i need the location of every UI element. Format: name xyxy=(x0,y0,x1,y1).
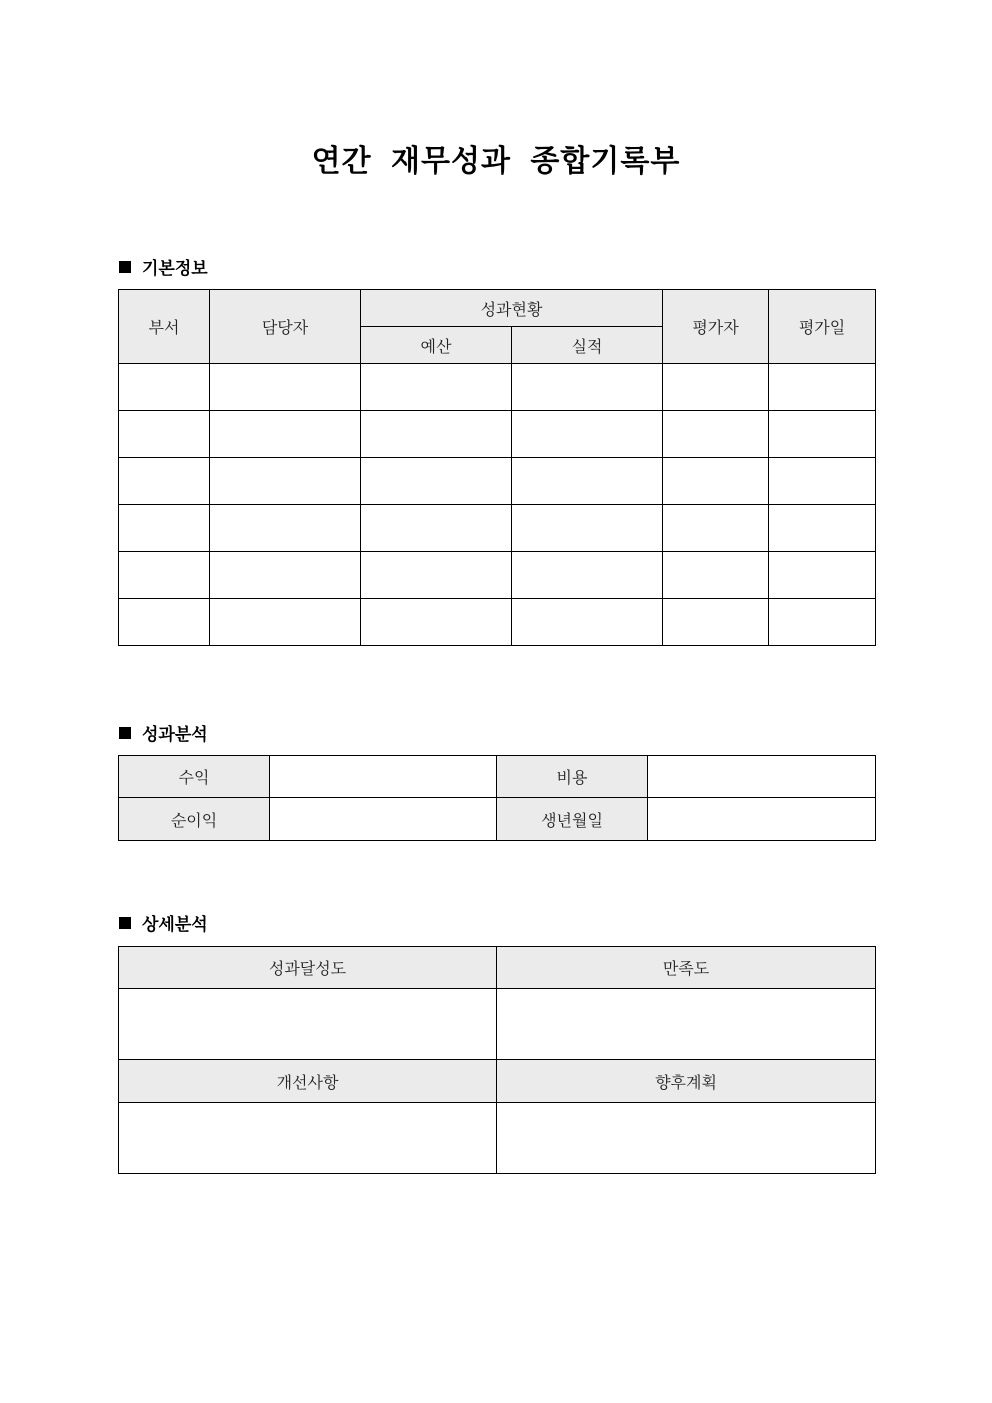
cell-evaluator[interactable] xyxy=(663,552,769,599)
header-evaluator: 평가자 xyxy=(663,290,769,364)
performance-analysis-table xyxy=(118,755,876,841)
basic-info-table xyxy=(118,289,876,646)
value-future-plan[interactable] xyxy=(497,1103,876,1174)
table-row xyxy=(119,458,876,505)
header-budget: 예산 xyxy=(361,327,512,364)
section-heading-label: 성과분석 xyxy=(142,725,208,745)
label-net-profit: 순이익 xyxy=(119,798,270,841)
cell-actual[interactable] xyxy=(512,599,663,646)
cell-manager[interactable] xyxy=(210,599,361,646)
cell-actual[interactable] xyxy=(512,364,663,411)
label-future-plan: 향후계획 xyxy=(497,1060,876,1103)
cell-eval-date[interactable] xyxy=(769,411,876,458)
header-manager: 담당자 xyxy=(210,290,361,364)
label-satisfaction: 만족도 xyxy=(497,947,876,989)
cell-actual[interactable] xyxy=(512,552,663,599)
cell-eval-date[interactable] xyxy=(769,599,876,646)
cell-evaluator[interactable] xyxy=(663,364,769,411)
header-eval-date: 평가일 xyxy=(769,290,876,364)
section-heading-label: 기본정보 xyxy=(142,259,208,279)
value-improvements[interactable] xyxy=(119,1103,497,1174)
cell-budget[interactable] xyxy=(361,411,512,458)
section-heading-basic-info xyxy=(119,254,208,279)
value-net-profit[interactable] xyxy=(270,798,497,841)
table-row xyxy=(119,364,876,411)
cell-eval-date[interactable] xyxy=(769,552,876,599)
value-achievement[interactable] xyxy=(119,989,497,1060)
cell-evaluator[interactable] xyxy=(663,505,769,552)
cell-budget[interactable] xyxy=(361,458,512,505)
cell-budget[interactable] xyxy=(361,599,512,646)
cell-eval-date[interactable] xyxy=(769,458,876,505)
label-achievement: 성과달성도 xyxy=(119,947,497,989)
table-row xyxy=(119,411,876,458)
cell-department[interactable] xyxy=(119,411,210,458)
cell-evaluator[interactable] xyxy=(663,458,769,505)
detail-analysis-table xyxy=(118,946,876,1174)
cell-actual[interactable] xyxy=(512,505,663,552)
cell-actual[interactable] xyxy=(512,458,663,505)
value-birth-date[interactable] xyxy=(648,798,876,841)
table-row xyxy=(119,599,876,646)
section-heading-performance-analysis xyxy=(119,720,208,745)
value-satisfaction[interactable] xyxy=(497,989,876,1060)
label-improvements: 개선사항 xyxy=(119,1060,497,1103)
table-row xyxy=(119,505,876,552)
cell-department[interactable] xyxy=(119,552,210,599)
cell-budget[interactable] xyxy=(361,364,512,411)
cell-department[interactable] xyxy=(119,505,210,552)
cell-evaluator[interactable] xyxy=(663,411,769,458)
cell-budget[interactable] xyxy=(361,505,512,552)
cell-evaluator[interactable] xyxy=(663,599,769,646)
cell-eval-date[interactable] xyxy=(769,364,876,411)
label-cost: 비용 xyxy=(497,756,648,798)
square-bullet-icon xyxy=(119,727,131,739)
section-heading-label: 상세분석 xyxy=(142,915,208,935)
header-performance-status: 성과현황 xyxy=(361,290,663,327)
cell-department[interactable] xyxy=(119,599,210,646)
value-revenue[interactable] xyxy=(270,756,497,798)
section-heading-detail-analysis xyxy=(119,910,208,935)
cell-budget[interactable] xyxy=(361,552,512,599)
square-bullet-icon xyxy=(119,261,131,273)
cell-manager[interactable] xyxy=(210,552,361,599)
square-bullet-icon xyxy=(119,917,131,929)
value-cost[interactable] xyxy=(648,756,876,798)
cell-department[interactable] xyxy=(119,458,210,505)
cell-department[interactable] xyxy=(119,364,210,411)
table-row xyxy=(119,552,876,599)
page-title: 연간 재무성과 종합기록부 xyxy=(311,144,681,179)
cell-manager[interactable] xyxy=(210,411,361,458)
cell-actual[interactable] xyxy=(512,411,663,458)
label-revenue: 수익 xyxy=(119,756,270,798)
cell-manager[interactable] xyxy=(210,364,361,411)
cell-manager[interactable] xyxy=(210,505,361,552)
label-birth-date: 생년월일 xyxy=(497,798,648,841)
cell-eval-date[interactable] xyxy=(769,505,876,552)
header-actual: 실적 xyxy=(512,327,663,364)
header-department: 부서 xyxy=(119,290,210,364)
cell-manager[interactable] xyxy=(210,458,361,505)
